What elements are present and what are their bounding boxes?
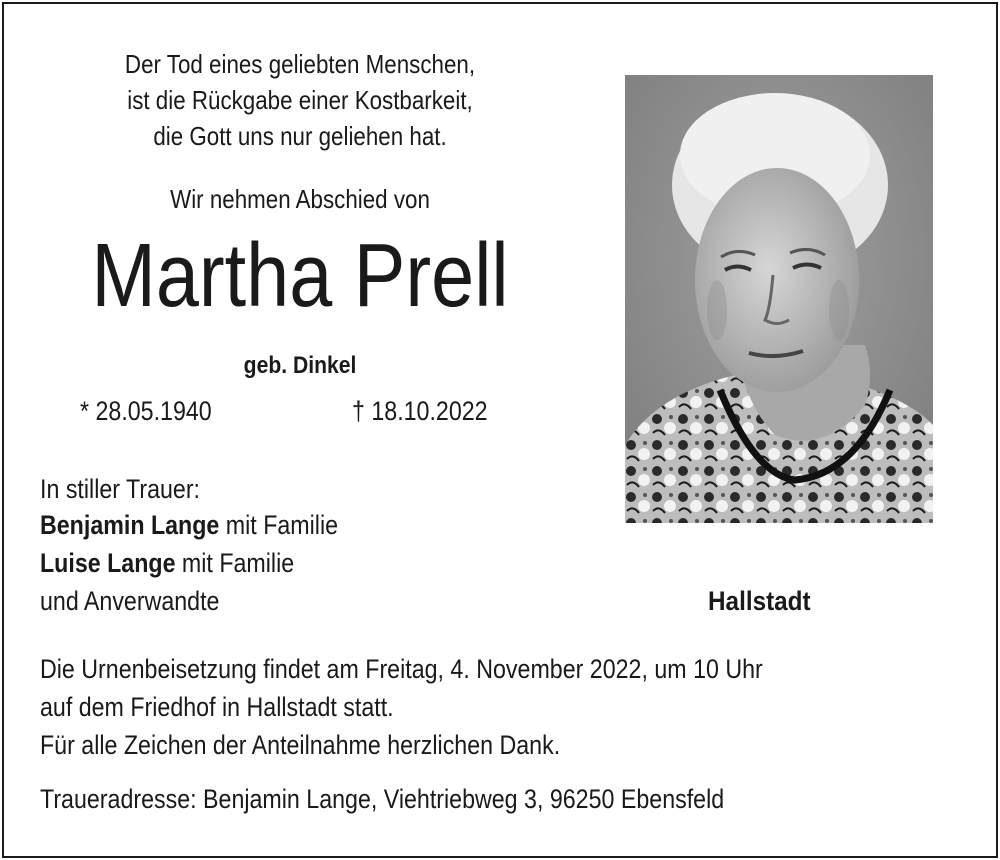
poem-line-1: Der Tod eines geliebten Menschen,	[124, 49, 476, 79]
place-name: Hallstadt	[708, 586, 811, 616]
poem-line-3: die Gott uns nur geliehen hat.	[153, 121, 447, 151]
death-date: † 18.10.2022	[352, 396, 488, 426]
farewell-text: Wir nehmen Abschied von	[170, 184, 430, 214]
mourner-1-suffix: mit Familie	[219, 510, 339, 540]
mourner-1	[40, 510, 338, 541]
mourner-2	[40, 548, 294, 579]
deceased-name: Martha Prell	[91, 226, 509, 326]
service-line-3: Für alle Zeichen der Anteilnahme herzlichen Dank.	[40, 730, 561, 760]
service-line-2: auf dem Friedhof in Hallstadt statt.	[40, 692, 394, 722]
mourner-1-name: Benjamin Lange	[40, 510, 220, 540]
service-line-1: Die Urnenbeisetzung findet am Freitag, 4. November 2022, um 10 Uhr	[40, 654, 763, 684]
poem-line-2: ist die Rückgabe einer Kostbarkeit,	[127, 85, 473, 115]
mourning-address: Traueradresse: Benjamin Lange, Viehtriebweg 3, 96250 Ebensfeld	[40, 784, 725, 814]
mourners-others: und Anverwandte	[40, 586, 220, 616]
mourners-intro: In stiller Trauer:	[40, 474, 201, 504]
portrait-illustration	[625, 75, 933, 523]
mourner-2-name: Luise Lange	[40, 548, 176, 578]
birth-date: * 28.05.1940	[80, 396, 212, 426]
portrait-photo	[625, 75, 933, 523]
mourner-2-suffix: mit Familie	[175, 548, 295, 578]
maiden-name: geb. Dinkel	[243, 352, 357, 379]
